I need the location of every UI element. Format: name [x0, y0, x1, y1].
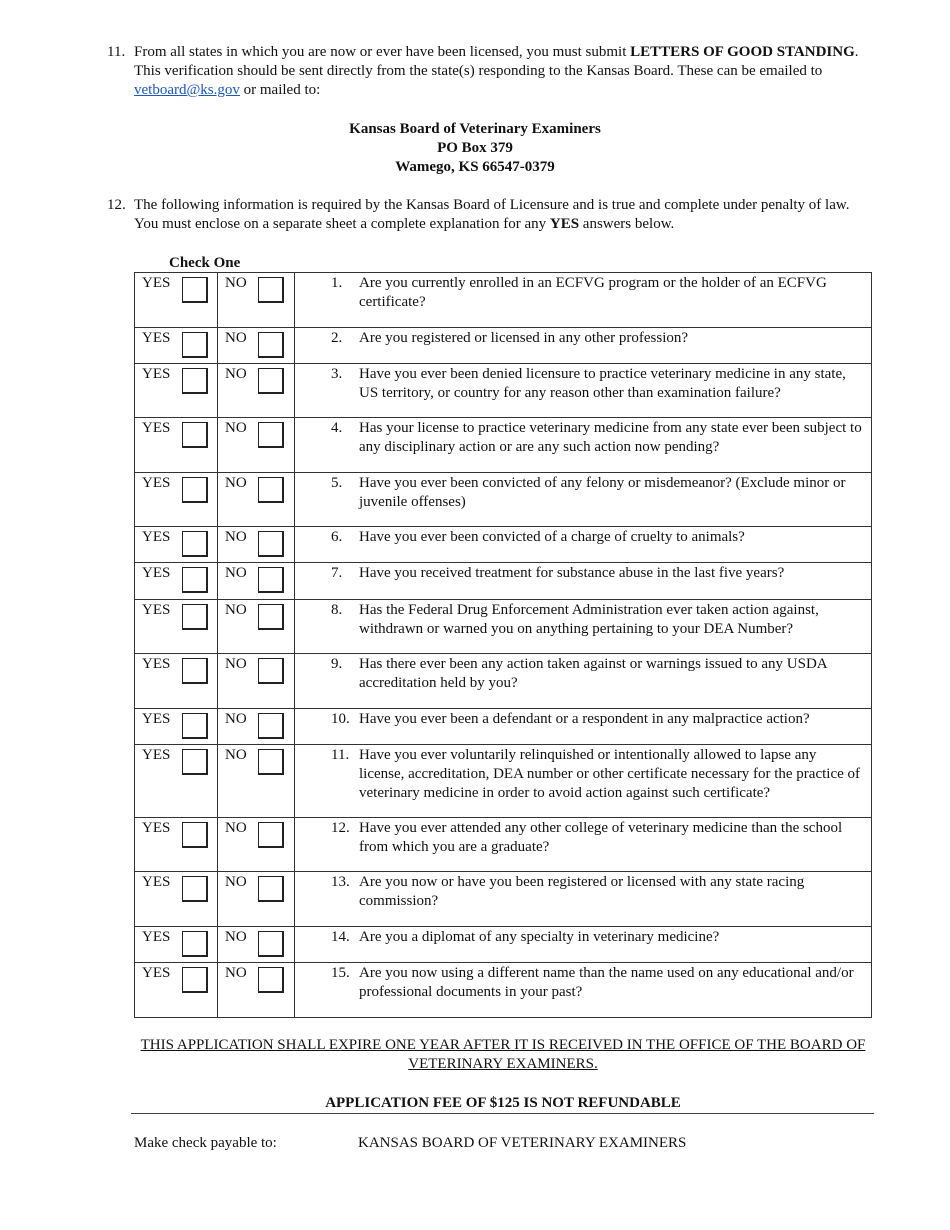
question-row [135, 818, 872, 872]
question-number: 12. [331, 820, 350, 836]
question-number: 3. [331, 366, 343, 382]
yes-checkbox[interactable] [182, 477, 208, 503]
yes-checkbox[interactable] [182, 876, 208, 902]
question-row [135, 963, 872, 1018]
question-number: 8. [331, 602, 343, 618]
question-cell [295, 963, 872, 1018]
yes-cell [135, 473, 218, 527]
question-cell [295, 418, 872, 473]
no-checkbox[interactable] [258, 876, 284, 902]
question-cell [295, 927, 872, 963]
no-cell [218, 818, 295, 872]
item-12-bold: YES [549, 216, 580, 232]
no-label: NO [225, 656, 247, 672]
yes-cell [135, 927, 218, 963]
yes-checkbox[interactable] [182, 368, 208, 394]
question-cell [295, 872, 872, 927]
question-text: Are you now or have you been registered or licensed with any state racing commission? [359, 874, 805, 909]
no-cell [218, 654, 295, 709]
no-cell [218, 328, 295, 364]
question-row [135, 328, 872, 364]
email-link[interactable]: vetboard@ks.gov [134, 82, 240, 98]
yes-cell [135, 818, 218, 872]
address-line-3: Wamego, KS 66547-0379 [395, 159, 555, 175]
item-12-text-a: The following information is required by the Kansas Board of Licensure and is true and complete under penalty of law. You must enclose on a separate sheet a complete explanation for any [134, 197, 850, 232]
question-cell [295, 328, 872, 364]
no-checkbox[interactable] [258, 368, 284, 394]
no-label: NO [225, 565, 247, 581]
divider-line [131, 1113, 874, 1114]
question-text: Have you ever been convicted of a charge of cruelty to animals? [359, 529, 745, 545]
yes-checkbox[interactable] [182, 713, 208, 739]
yes-label: YES [142, 747, 171, 763]
item-number: 11. [107, 44, 126, 60]
no-checkbox[interactable] [258, 658, 284, 684]
yes-label: YES [142, 420, 171, 436]
mailing-address [0, 120, 950, 177]
no-label: NO [225, 965, 247, 981]
expiration-notice: THIS APPLICATION SHALL EXPIRE ONE YEAR AFTER IT IS RECEIVED IN THE OFFICE OF THE BOARD OF VETERINARY EXAMINERS. [140, 1037, 866, 1072]
yes-checkbox[interactable] [182, 604, 208, 630]
yes-cell [135, 872, 218, 927]
question-row [135, 364, 872, 418]
yes-checkbox[interactable] [182, 422, 208, 448]
question-row [135, 527, 872, 563]
no-cell [218, 963, 295, 1018]
no-checkbox[interactable] [258, 822, 284, 848]
question-cell [295, 745, 872, 818]
no-checkbox[interactable] [258, 332, 284, 358]
item-number: 12. [107, 197, 126, 213]
item-11-text-c: or mailed to: [239, 82, 321, 98]
yes-label: YES [142, 330, 171, 346]
no-cell [218, 563, 295, 600]
yes-cell [135, 527, 218, 563]
no-label: NO [225, 529, 247, 545]
question-cell [295, 709, 872, 745]
question-text: Have you received treatment for substance abuse in the last five years? [359, 565, 785, 581]
no-label: NO [225, 366, 247, 382]
item-11-letters-of-good-standing [107, 43, 875, 100]
question-cell [295, 818, 872, 872]
yes-label: YES [142, 656, 171, 672]
yes-cell [135, 600, 218, 654]
question-cell [295, 364, 872, 418]
no-label: NO [225, 874, 247, 890]
no-checkbox[interactable] [258, 967, 284, 993]
yes-cell [135, 273, 218, 328]
question-row [135, 600, 872, 654]
yes-cell [135, 328, 218, 364]
yes-checkbox[interactable] [182, 749, 208, 775]
question-text: Has your license to practice veterinary medicine from any state ever been subject to any disciplinary action or are any such action now pending? [359, 420, 862, 455]
yes-label: YES [142, 711, 171, 727]
item-11-text-a: From all states in which you are now or ever have been licensed, you must submit [134, 44, 631, 60]
payable-to: KANSAS BOARD OF VETERINARY EXAMINERS [358, 1135, 687, 1151]
question-row [135, 473, 872, 527]
no-cell [218, 473, 295, 527]
yes-label: YES [142, 820, 171, 836]
item-12-text-b: answers below. [579, 216, 675, 232]
check-one-heading: Check One [169, 255, 241, 271]
question-number: 5. [331, 475, 343, 491]
yes-label: YES [142, 602, 171, 618]
address-line-2: PO Box 379 [437, 140, 513, 156]
item-12-text [134, 196, 875, 234]
question-row [135, 563, 872, 600]
question-number: 13. [331, 874, 350, 890]
question-row [135, 418, 872, 473]
no-label: NO [225, 711, 247, 727]
question-number: 4. [331, 420, 343, 436]
no-label: NO [225, 929, 247, 945]
no-label: NO [225, 420, 247, 436]
item-11-bold: LETTERS OF GOOD STANDING [630, 44, 855, 60]
no-checkbox[interactable] [258, 749, 284, 775]
no-label: NO [225, 747, 247, 763]
yes-label: YES [142, 366, 171, 382]
no-cell [218, 745, 295, 818]
yes-label: YES [142, 929, 171, 945]
yes-cell [135, 563, 218, 600]
no-checkbox[interactable] [258, 604, 284, 630]
yes-checkbox[interactable] [182, 332, 208, 358]
no-cell [218, 709, 295, 745]
question-cell [295, 273, 872, 328]
yes-cell [135, 364, 218, 418]
no-checkbox[interactable] [258, 277, 284, 303]
yes-label: YES [142, 275, 171, 291]
question-cell [295, 600, 872, 654]
questions-table [134, 272, 872, 1018]
yes-checkbox[interactable] [182, 531, 208, 557]
yes-label: YES [142, 475, 171, 491]
item-12-required-information [107, 196, 875, 234]
no-label: NO [225, 330, 247, 346]
yes-checkbox[interactable] [182, 567, 208, 593]
no-checkbox[interactable] [258, 531, 284, 557]
no-checkbox[interactable] [258, 422, 284, 448]
no-checkbox[interactable] [258, 713, 284, 739]
question-text: Are you currently enrolled in an ECFVG program or the holder of an ECFVG certificate? [359, 275, 827, 310]
question-text: Have you ever been denied licensure to practice veterinary medicine in any state, US territory, or country for any reason other than examination failure? [359, 366, 846, 401]
question-row [135, 709, 872, 745]
yes-label: YES [142, 965, 171, 981]
no-cell [218, 527, 295, 563]
question-number: 15. [331, 965, 350, 981]
question-number: 10. [331, 711, 350, 727]
no-checkbox[interactable] [258, 567, 284, 593]
question-text: Has there ever been any action taken against or warnings issued to any USDA accreditation held by you? [359, 656, 827, 691]
question-number: 11. [331, 747, 350, 763]
question-text: Are you now using a different name than the name used on any educational and/or professional documents in your past? [359, 965, 854, 1000]
no-label: NO [225, 602, 247, 618]
yes-cell [135, 709, 218, 745]
no-cell [218, 364, 295, 418]
payable-label: Make check payable to: [134, 1135, 277, 1151]
question-cell [295, 563, 872, 600]
question-text: Have you ever voluntarily relinquished or intentionally allowed to lapse any license, accreditation, DEA number or other certificate necessary for the practice of veterinary medicine in order to avoid action against such certificate? [359, 747, 861, 801]
question-row [135, 927, 872, 963]
question-text: Are you registered or licensed in any other profession? [359, 330, 689, 346]
no-label: NO [225, 475, 247, 491]
yes-checkbox[interactable] [182, 658, 208, 684]
item-11-text [134, 43, 875, 100]
yes-cell [135, 654, 218, 709]
yes-cell [135, 745, 218, 818]
question-number: 2. [331, 330, 343, 346]
question-row [135, 654, 872, 709]
no-cell [218, 927, 295, 963]
question-cell [295, 473, 872, 527]
question-text: Have you ever been convicted of any felony or misdemeanor? (Exclude minor or juvenile offenses) [359, 475, 846, 510]
yes-cell [135, 418, 218, 473]
question-cell [295, 654, 872, 709]
question-number: 7. [331, 565, 343, 581]
item-11-text-b: . This verification should be sent directly from the state(s) responding to the Kansas Board. These can be emailed to [134, 44, 859, 79]
no-cell [218, 600, 295, 654]
question-number: 6. [331, 529, 343, 545]
no-checkbox[interactable] [258, 931, 284, 957]
question-row [135, 745, 872, 818]
question-cell [295, 527, 872, 563]
fee-notice: APPLICATION FEE OF $125 IS NOT REFUNDABLE [325, 1095, 681, 1111]
question-text: Are you a diplomat of any specialty in veterinary medicine? [359, 929, 720, 945]
address-line-1: Kansas Board of Veterinary Examiners [349, 121, 601, 137]
question-text: Has the Federal Drug Enforcement Administration ever taken action against, withdrawn or warned you on anything pertaining to your DEA Number? [359, 602, 819, 637]
question-number: 1. [331, 275, 343, 291]
yes-checkbox[interactable] [182, 931, 208, 957]
question-text: Have you ever been a defendant or a respondent in any malpractice action? [359, 711, 810, 727]
question-text: Have you ever attended any other college of veterinary medicine than the school from which you are a graduate? [359, 820, 843, 855]
no-cell [218, 273, 295, 328]
no-label: NO [225, 820, 247, 836]
no-cell [218, 418, 295, 473]
question-row [135, 273, 872, 328]
question-number: 9. [331, 656, 343, 672]
question-number: 14. [331, 929, 350, 945]
yes-cell [135, 963, 218, 1018]
yes-label: YES [142, 874, 171, 890]
no-label: NO [225, 275, 247, 291]
yes-checkbox[interactable] [182, 967, 208, 993]
yes-label: YES [142, 529, 171, 545]
yes-label: YES [142, 565, 171, 581]
yes-checkbox[interactable] [182, 277, 208, 303]
no-cell [218, 872, 295, 927]
no-checkbox[interactable] [258, 477, 284, 503]
yes-checkbox[interactable] [182, 822, 208, 848]
question-row [135, 872, 872, 927]
